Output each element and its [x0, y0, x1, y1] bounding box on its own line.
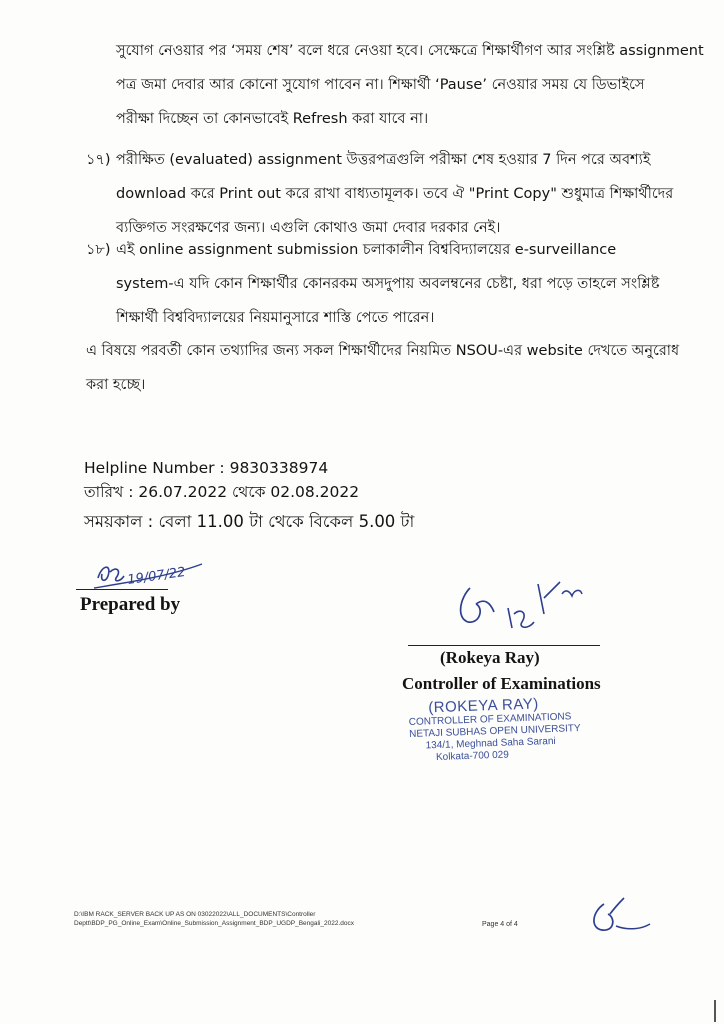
file-path-line: Deptt\BDP_PG_Online_Exam\Online_Submission_Assignment_BDP_UGDP_Bengali_2022.docx [74, 920, 355, 927]
signature-divider [408, 645, 600, 646]
item-17-text [116, 143, 676, 245]
paragraph-line: পত্র জমা দেবার আর কোনো সুযোগ পাবেন না। শিক্ষার্থী ‘Pause’ নেওয়ার সময় যে ডিভাইসে [116, 77, 645, 93]
date-range: তারিখ : 26.07.2022 থেকে 02.08.2022 [84, 483, 360, 501]
prepared-date: 19/07/22 [126, 564, 187, 588]
page-edge-mark [706, 1000, 716, 1022]
stamp-line: NETAJI SUBHAS OPEN UNIVERSITY [409, 722, 581, 740]
page-number: Page 4 of 4 [482, 921, 518, 928]
stamp-name: (ROKEYA RAY) [427, 695, 539, 717]
prepared-divider [76, 589, 168, 590]
stamp-line: 134/1, Meghnad Saha Sarani [425, 735, 556, 752]
paragraph-line: করা হচ্ছে। [86, 377, 146, 393]
file-path-footer [74, 910, 354, 928]
item-number-17: ১৭) [86, 152, 111, 168]
signatory-title: Controller of Examinations [402, 674, 601, 693]
paragraph-line: সুযোগ নেওয়ার পর ‘সময় শেষ’ বলে ধরে নেওয়া হবে। সেক্ষেত্রে শিক্ষার্থীগণ আর সংশ্লিষ্ট assignment [116, 43, 704, 59]
notice-paragraph [86, 334, 680, 402]
paragraph-line: পরীক্ষিত (evaluated) assignment উত্তরপত্রগুলি পরীক্ষা শেষ হওয়ার 7 দিন পরে অবশ্যই [116, 152, 651, 168]
stamp-line: Kolkata-700 029 [435, 749, 510, 764]
continued-paragraph [116, 34, 704, 136]
stamp-line: CONTROLLER OF EXAMINATIONS [408, 711, 572, 728]
file-path-line: D:\IBM RACK_SERVER BACK UP AS ON 03022022\ALL_DOCUMENTS\Controller [74, 911, 316, 918]
paragraph-line: এ বিষয়ে পরবর্তী কোন তথ্যাদির জন্য সকল শিক্ষার্থীদের নিয়মিত NSOU-এর website দেখতে অনুরোধ [86, 343, 680, 359]
paragraph-line: system-এ যদি কোন শিক্ষার্থীর কোনরকম অসদুপায় অবলম্বনের চেষ্টা, ধরা পড়ে তাহলে সংশ্লিষ্ট [116, 276, 660, 292]
helpline-number: Helpline Number : 9830338974 [84, 459, 329, 477]
paragraph-line: পরীক্ষা দিচ্ছেন তা কোনভাবেই Refresh করা যাবে না। [116, 111, 429, 127]
prepared-by-label: Prepared by [80, 594, 181, 615]
initials-signature-icon [586, 896, 656, 936]
item-18-text [116, 233, 676, 335]
paragraph-line: শিক্ষার্থী বিশ্ববিদ্যালয়ের নিয়মানুসারে শাস্তি পেতে পারেন। [116, 310, 435, 326]
helpline-block [84, 456, 414, 534]
time-range: সময়কাল : বেলা 11.00 টা থেকে বিকেল 5.00 টা [84, 512, 415, 531]
official-stamp [408, 694, 590, 765]
signatory-name: (Rokeya Ray) [440, 648, 540, 667]
controller-signature-icon [450, 568, 600, 644]
item-number-18: ১৮) [86, 242, 111, 258]
paragraph-line: ব্যক্তিগত সংরক্ষণের জন্য। এগুলি কোথাও জমা দেবার দরকার নেই। [116, 220, 501, 236]
paragraph-line: download করে Print out করে রাখা বাধ্যতামূলক। তবে ঐ "Print Copy" শুধুমাত্র শিক্ষার্থীদের [116, 186, 674, 202]
paragraph-line: এই online assignment submission চলাকালীন বিশ্ববিদ্যালয়ের e-surveillance [116, 242, 617, 258]
